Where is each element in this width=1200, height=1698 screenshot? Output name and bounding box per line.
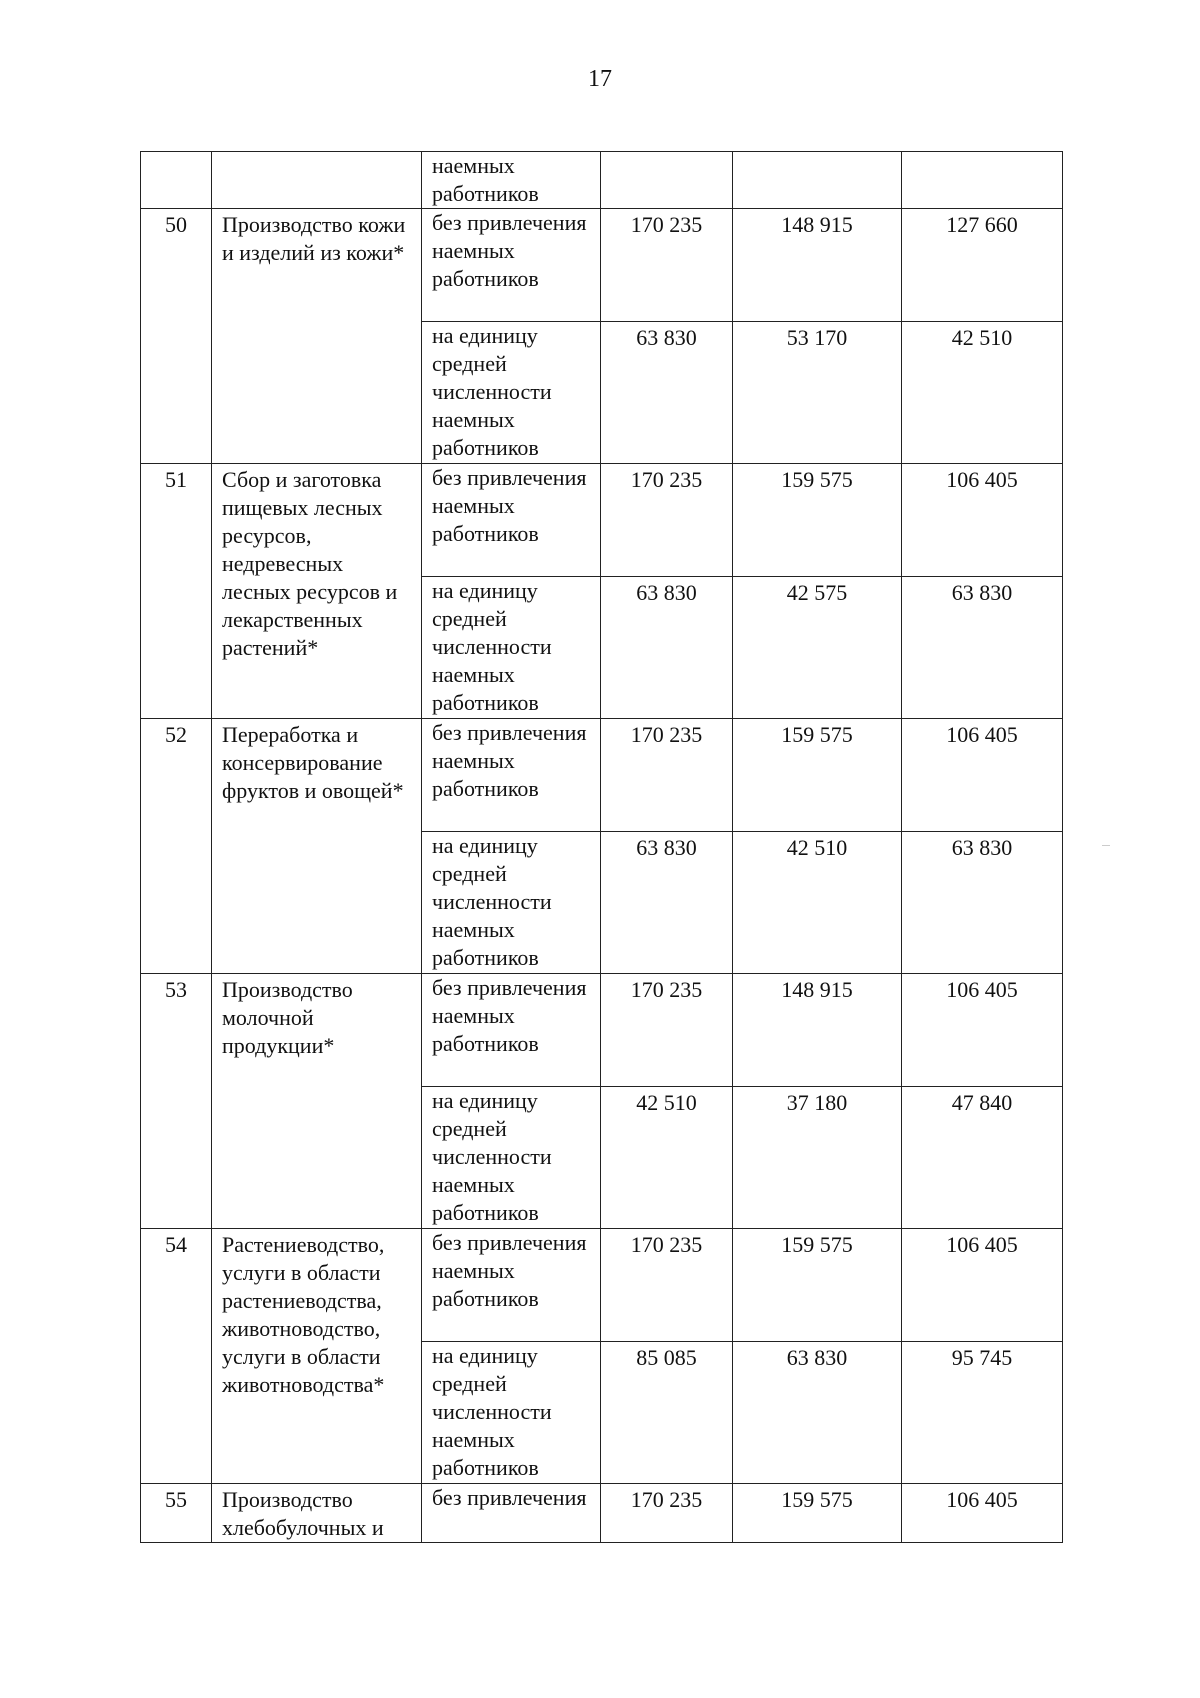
table-row <box>141 1229 1063 1342</box>
value-2: 63 830 <box>733 1342 902 1484</box>
activity-cell <box>212 152 422 209</box>
table-row <box>141 209 1063 322</box>
value-3: 63 830 <box>902 577 1063 719</box>
value-3: 47 840 <box>902 1087 1063 1229</box>
activity-name: Растениеводство, услуги в области растениеводства, животноводство, услуги в области животноводства* <box>212 1229 422 1484</box>
value-2: 159 575 <box>733 719 902 832</box>
value-1: 170 235 <box>601 1484 733 1543</box>
value-1: 63 830 <box>601 577 733 719</box>
row-number: 54 <box>141 1229 212 1484</box>
condition-cell: наемных работников <box>422 152 601 209</box>
table-row <box>141 1484 1063 1543</box>
value-3: 106 405 <box>902 464 1063 577</box>
value-3: 63 830 <box>902 832 1063 974</box>
row-number: 55 <box>141 1484 212 1543</box>
value-3: 106 405 <box>902 1229 1063 1342</box>
activity-name: Производство кожи и изделий из кожи* <box>212 209 422 464</box>
condition-text: на единицу средней численности наемных работников <box>422 832 601 974</box>
value-1: 170 235 <box>601 209 733 322</box>
value-1: 170 235 <box>601 1229 733 1342</box>
value-2: 42 575 <box>733 577 902 719</box>
value-2: 53 170 <box>733 322 902 464</box>
value-1: 170 235 <box>601 974 733 1087</box>
table-row <box>141 974 1063 1087</box>
value-2: 37 180 <box>733 1087 902 1229</box>
value-1: 170 235 <box>601 719 733 832</box>
value-2: 42 510 <box>733 832 902 974</box>
value-3: 106 405 <box>902 974 1063 1087</box>
value-cell <box>733 152 902 209</box>
condition-text: без привлечения наемных работников <box>422 974 601 1087</box>
value-1: 85 085 <box>601 1342 733 1484</box>
table-row <box>141 719 1063 832</box>
row-number: 53 <box>141 974 212 1229</box>
condition-text: без привлечения наемных работников <box>422 1229 601 1342</box>
activity-name: Производство молочной продукции* <box>212 974 422 1229</box>
value-3: 42 510 <box>902 322 1063 464</box>
value-1: 42 510 <box>601 1087 733 1229</box>
condition-text: без привлечения <box>422 1484 601 1543</box>
condition-text: без привлечения наемных работников <box>422 209 601 322</box>
page-number: 17 <box>588 66 612 92</box>
row-number: 52 <box>141 719 212 974</box>
condition-text: без привлечения наемных работников <box>422 464 601 577</box>
value-2: 159 575 <box>733 1484 902 1543</box>
value-3: 106 405 <box>902 1484 1063 1543</box>
value-3: 95 745 <box>902 1342 1063 1484</box>
table-row <box>141 464 1063 577</box>
value-cell <box>601 152 733 209</box>
activity-name: Производство хлебобулочных и <box>212 1484 422 1543</box>
value-2: 148 915 <box>733 209 902 322</box>
activity-name: Сбор и заготовка пищевых лесных ресурсов, недревесных лесных ресурсов и лекарственных растений* <box>212 464 422 719</box>
value-cell <box>902 152 1063 209</box>
value-2: 159 575 <box>733 1229 902 1342</box>
num-cell <box>141 152 212 209</box>
value-2: 159 575 <box>733 464 902 577</box>
condition-text: на единицу средней численности наемных работников <box>422 322 601 464</box>
condition-text: на единицу средней численности наемных работников <box>422 577 601 719</box>
table-row-continuation <box>141 152 1063 209</box>
condition-text: на единицу средней численности наемных работников <box>422 1087 601 1229</box>
value-2: 148 915 <box>733 974 902 1087</box>
value-1: 63 830 <box>601 832 733 974</box>
value-1: 63 830 <box>601 322 733 464</box>
activity-name: Переработка и консервирование фруктов и овощей* <box>212 719 422 974</box>
row-number: 50 <box>141 209 212 464</box>
value-3: 106 405 <box>902 719 1063 832</box>
margin-mark <box>1102 845 1110 846</box>
rates-table <box>140 151 1063 1543</box>
condition-text: без привлечения наемных работников <box>422 719 601 832</box>
value-3: 127 660 <box>902 209 1063 322</box>
condition-text: на единицу средней численности наемных работников <box>422 1342 601 1484</box>
value-1: 170 235 <box>601 464 733 577</box>
row-number: 51 <box>141 464 212 719</box>
